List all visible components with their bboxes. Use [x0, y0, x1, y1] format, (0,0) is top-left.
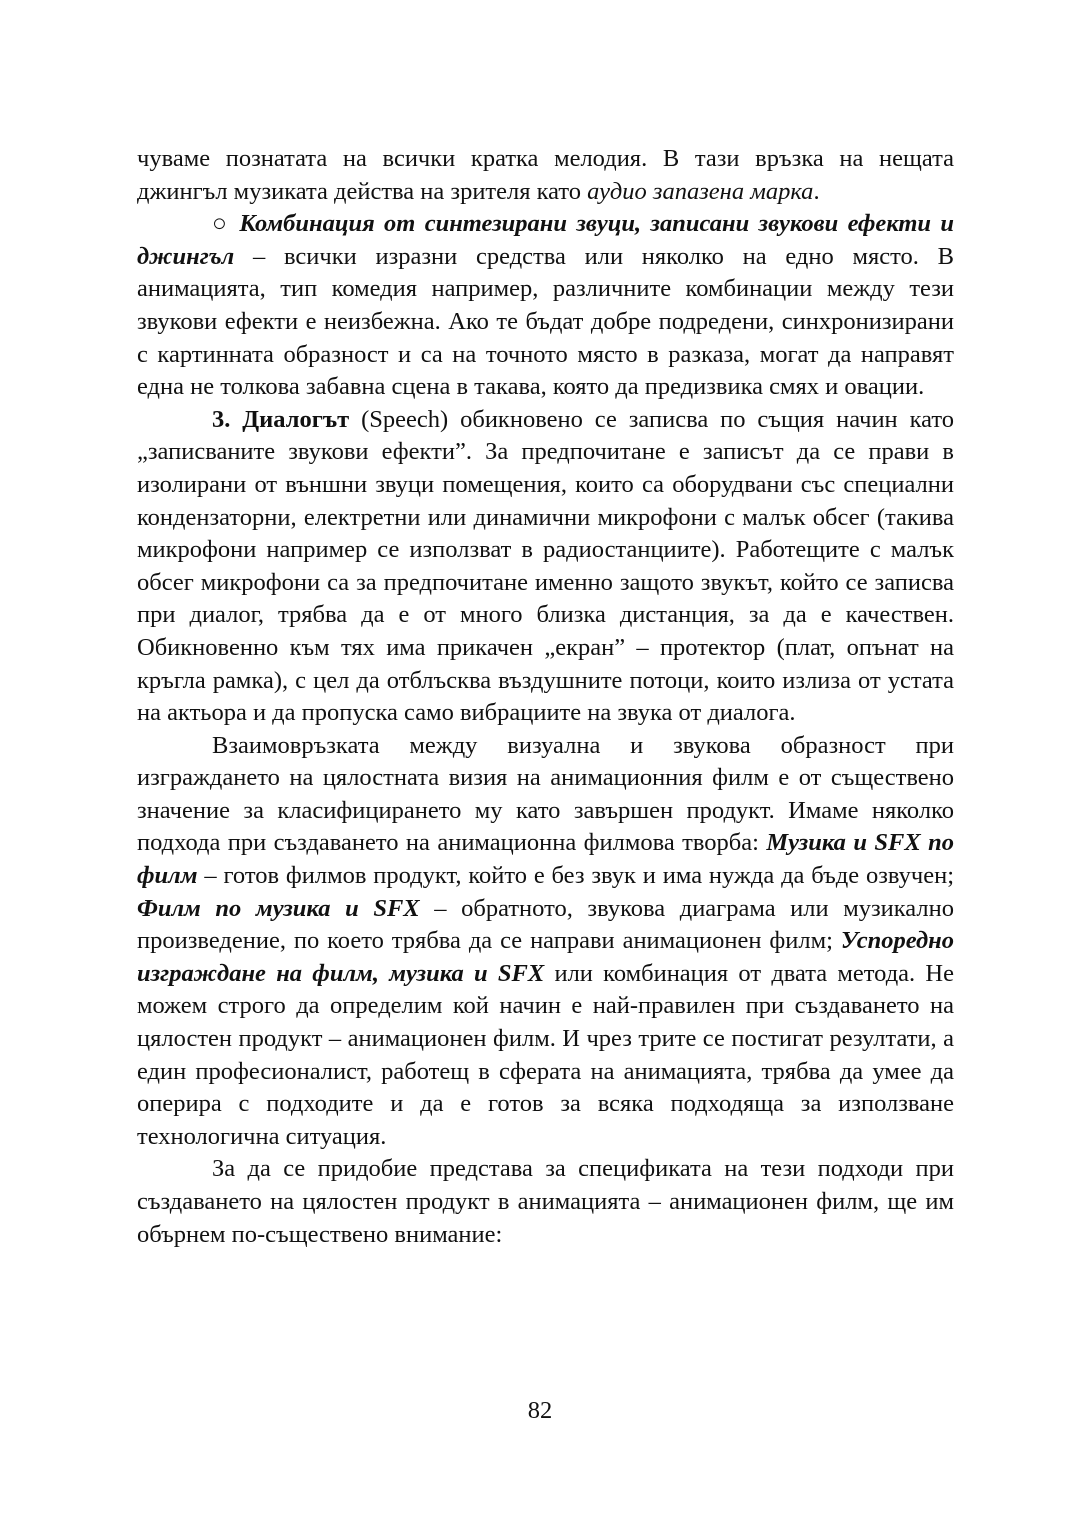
- paragraph-dialogue: [137, 404, 954, 730]
- bold-heading: 3. Диалогът: [212, 405, 350, 433]
- bold-italic-term: Успоредно изграждане на филм, музика и SFX: [137, 927, 954, 987]
- text-run: или комбинация от двата метода. Не можем строго да определим кой начин е най-правилен при създаването на цялостен продукт – анимационен филм. И чрез трите се постигат резултати, а един професионалист, работещ в сферата на анимацията, трябва да умее да оперира с подходите и да е готов за всяка подходяща за използване технологична ситуация.: [137, 959, 954, 1150]
- bold-italic-term: Филм по музика и SFX: [137, 894, 420, 922]
- paragraph-combination: [137, 208, 954, 404]
- paragraph-approaches: [137, 730, 954, 1154]
- paragraph-specifics: [137, 1153, 954, 1251]
- text-run: – всички изразни средства или няколко на едно място. В анимацията, тип комедия например, различните комбинации между тези звукови ефекти е неизбежна. Ако те бъдат добре подредени, синхронизирани с картинната образност и са на точното място в разказа, могат да направят една не толкова забавна сцена в такава, която да предизвика смях и овации.: [137, 242, 954, 401]
- text-run: (Speech) обикновено се записва по същия начин като „записваните звукови ефекти”. За предпочитане е записът да се прави в изолирани от външни звуци помещения, които са оборудвани със специални кондензаторни, електретни или динамични микрофони с малък обсег (такива микрофони например се използват в радиостанциите). Работещите с малък обсег микрофони са за предпочитане именно защото звукът, който се записва при диалог, трябва да е от много близка дистанция, за да е качествен. Обикновенно към тях има прикачен „екран” – протектор (плат, опънат на кръгла рамка), с цел да отблъсква въздушните потоци, които излиза от устата на актьора и да пропуска само вибрациите на звука от диалога.: [137, 405, 954, 727]
- text-run: За да се придобие представа за спецификата на тези подходи при създаването на цялостен продукт в анимацията – анимационен филм, ще им обърнем по-съществено внимание:: [137, 1155, 954, 1248]
- text-run: Взаимовръзката между визуална и звукова образност при изграждането на цялостната визия на анимационния филм е от съществено значение за класифицирането му като завършен продукт. Имаме няколко подхода при създаването на анимационна филмова творба:: [137, 731, 954, 857]
- italic-term: аудио запазена марка: [587, 177, 814, 205]
- text-run: – обратното, звукова диаграма или музикално произведение, по което трябва да се направи анимационен филм;: [137, 894, 954, 955]
- paragraph-jingle-end: [137, 143, 954, 208]
- text-run: .: [813, 177, 820, 205]
- body-text: [137, 143, 954, 1251]
- text-run: – готов филмов продукт, който е без звук и има нужда да бъде озвучен;: [197, 862, 954, 890]
- bold-italic-term: Музика и SFX по филм: [137, 829, 954, 890]
- bold-italic-heading: Комбинация от синтезирани звуци, записани звукови ефекти и джингъл: [137, 210, 954, 270]
- text-run: чуваме познатата на всички кратка мелодия. В тази връзка на нещата джингъл музиката действа на зрителя като: [137, 145, 954, 205]
- bullet-circle: ○: [212, 210, 240, 238]
- page-number: 82: [527, 1397, 553, 1424]
